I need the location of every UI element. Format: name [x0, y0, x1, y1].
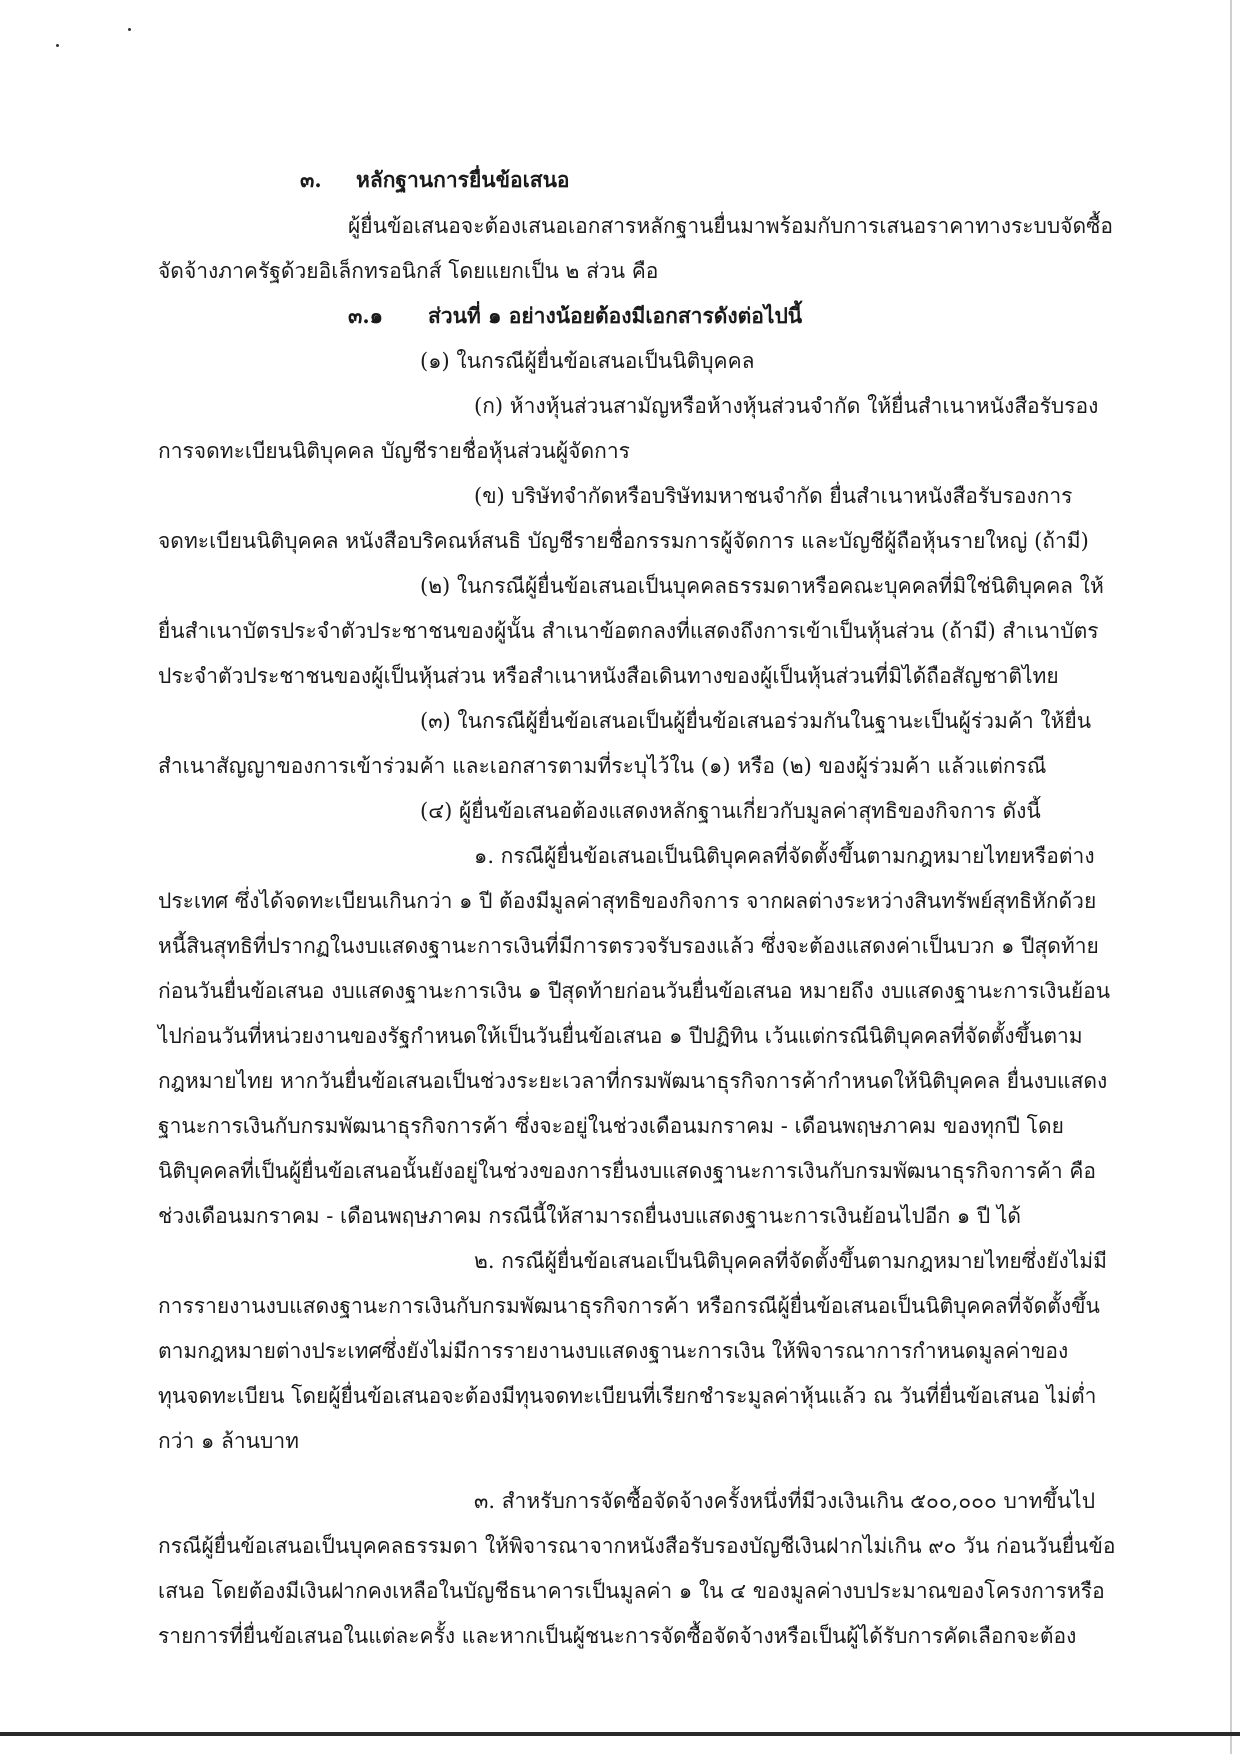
paragraph-line: รายการที่ยื่นข้อเสนอในแต่ละครั้ง และหากเป็นผู้ชนะการจัดซื้อจัดจ้างหรือเป็นผู้ได้รับการคัดเลือกจะต้อง — [158, 1624, 1077, 1648]
paragraph-line: การรายงานงบแสดงฐานะการเงินกับกรมพัฒนาธุรกิจการค้า หรือกรณีผู้ยื่นข้อเสนอเป็นนิติบุคคลที่จัดตั้งขึ้น — [158, 1294, 1100, 1318]
paragraph-line: นิติบุคคลที่เป็นผู้ยื่นข้อเสนอนั้นยังอยู่ในช่วงของการยื่นงบแสดงฐานะการเงินกับกรมพัฒนาธุรกิจการค้า คือ — [158, 1159, 1096, 1183]
paragraph-line: กฎหมายไทย หากวันยื่นข้อเสนอเป็นช่วงระยะเวลาที่กรมพัฒนาธุรกิจการค้ากำหนดให้นิติบุคคล ยื่นงบแสดง — [158, 1069, 1108, 1093]
paragraph-line: ประจำตัวประชาชนของผู้เป็นหุ้นส่วน หรือสำเนาหนังสือเดินทางของผู้เป็นหุ้นส่วนที่มิได้ถือสัญชาติไทย — [158, 664, 1059, 688]
list-item-line: (ข) บริษัทจำกัดหรือบริษัทมหาชนจำกัด ยื่นสำเนาหนังสือรับรองการ — [474, 484, 1073, 508]
scan-speck — [128, 28, 131, 31]
paragraph-line: ไปก่อนวันที่หน่วยงานของรัฐกำหนดให้เป็นวันยื่นข้อเสนอ ๑ ปีปฏิทิน เว้นแต่กรณีนิติบุคคลที่จัดตั้งขึ้นตาม — [158, 1024, 1083, 1048]
list-item-line: (๓) ในกรณีผู้ยื่นข้อเสนอเป็นผู้ยื่นข้อเสนอร่วมกันในฐานะเป็นผู้ร่วมค้า ให้ยื่น — [420, 709, 1092, 733]
list-item-line: (๔) ผู้ยื่นข้อเสนอต้องแสดงหลักฐานเกี่ยวกับมูลค่าสุทธิของกิจการ ดังนี้ — [420, 799, 1041, 823]
list-item-line: ๑. กรณีผู้ยื่นข้อเสนอเป็นนิติบุคคลที่จัดตั้งขึ้นตามกฎหมายไทยหรือต่าง — [474, 844, 1095, 868]
list-item-line: (ก) ห้างหุ้นส่วนสามัญหรือห้างหุ้นส่วนจำกัด ให้ยื่นสำเนาหนังสือรับรอง — [474, 394, 1099, 418]
paragraph-line: ประเทศ ซึ่งได้จดทะเบียนเกินกว่า ๑ ปี ต้องมีมูลค่าสุทธิของกิจการ จากผลต่างระหว่างสินทรัพย์สุทธิหักด้วย — [158, 889, 1097, 913]
subsection-title: ส่วนที่ ๑ อย่างน้อยต้องมีเอกสารดังต่อไปนี้ — [428, 303, 803, 328]
scan-edge-bottom — [0, 1732, 1240, 1736]
paragraph-line: ฐานะการเงินกับกรมพัฒนาธุรกิจการค้า ซึ่งจะอยู่ในช่วงเดือนมกราคม - เดือนพฤษภาคม ของทุกปี โดย — [158, 1114, 1064, 1138]
paragraph-line: หนี้สินสุทธิที่ปรากฏในงบแสดงฐานะการเงินที่มีการตรวจรับรองแล้ว ซึ่งจะต้องแสดงค่าเป็นบวก ๑ ปีสุดท้าย — [158, 934, 1099, 958]
section-title: หลักฐานการยื่นข้อเสนอ — [356, 167, 570, 192]
paragraph-line: ก่อนวันยื่นข้อเสนอ งบแสดงฐานะการเงิน ๑ ปีสุดท้ายก่อนวันยื่นข้อเสนอ หมายถึง งบแสดงฐานะการเงินย้อน — [158, 979, 1111, 1003]
scan-edge-right — [1230, 0, 1232, 1754]
paragraph-line: เสนอ โดยต้องมีเงินฝากคงเหลือในบัญชีธนาคารเป็นมูลค่า ๑ ใน ๔ ของมูลค่างบประมาณของโครงการหรือ — [158, 1579, 1105, 1603]
list-item-line: ๒. กรณีผู้ยื่นข้อเสนอเป็นนิติบุคคลที่จัดตั้งขึ้นตามกฎหมายไทยซึ่งยังไม่มี — [474, 1249, 1107, 1273]
paragraph-line: จัดจ้างภาครัฐด้วยอิเล็กทรอนิกส์ โดยแยกเป็น ๒ ส่วน คือ — [158, 259, 659, 283]
paragraph-line: ยื่นสำเนาบัตรประจำตัวประชาชนของผู้นั้น สำเนาข้อตกลงที่แสดงถึงการเข้าเป็นหุ้นส่วน (ถ้ามี) สำเนาบัตร — [158, 619, 1099, 643]
list-item-line: (๒) ในกรณีผู้ยื่นข้อเสนอเป็นบุคคลธรรมดาหรือคณะบุคคลที่มิใช่นิติบุคคล ให้ — [420, 574, 1104, 598]
paragraph-line: กว่า ๑ ล้านบาท — [158, 1429, 299, 1453]
list-item-line: (๑) ในกรณีผู้ยื่นข้อเสนอเป็นนิติบุคคล — [420, 349, 755, 373]
paragraph-line: ทุนจดทะเบียน โดยผู้ยื่นข้อเสนอจะต้องมีทุนจดทะเบียนที่เรียกชำระมูลค่าหุ้นแล้ว ณ วันที่ยื่นข้อเสนอ ไม่ต่ำ — [158, 1384, 1097, 1408]
paragraph-line: กรณีผู้ยื่นข้อเสนอเป็นบุคคลธรรมดา ให้พิจารณาจากหนังสือรับรองบัญชีเงินฝากไม่เกิน ๙๐ วัน ก่อนวันยื่นข้อ — [158, 1534, 1116, 1558]
subsection-number: ๓.๑ — [348, 303, 383, 328]
scan-speck — [56, 44, 59, 47]
paragraph-line: จดทะเบียนนิติบุคคล หนังสือบริคณห์สนธิ บัญชีรายชื่อกรรมการผู้จัดการ และบัญชีผู้ถือหุ้นรายใหญ่ (ถ้ามี) — [158, 529, 1089, 553]
paragraph-line: การจดทะเบียนนิติบุคคล บัญชีรายชื่อหุ้นส่วนผู้จัดการ — [158, 439, 630, 463]
paragraph-line: สำเนาสัญญาของการเข้าร่วมค้า และเอกสารตามที่ระบุไว้ใน (๑) หรือ (๒) ของผู้ร่วมค้า แล้วแต่กรณี — [158, 754, 1047, 778]
section-number: ๓. — [300, 167, 322, 192]
paragraph-line: ช่วงเดือนมกราคม - เดือนพฤษภาคม กรณีนี้ให้สามารถยื่นงบแสดงฐานะการเงินย้อนไปอีก ๑ ปี ได้ — [158, 1204, 1022, 1228]
paragraph-line: ตามกฎหมายต่างประเทศซึ่งยังไม่มีการรายงานงบแสดงฐานะการเงิน ให้พิจารณาการกำหนดมูลค่าของ — [158, 1339, 1069, 1363]
paragraph-line: ผู้ยื่นข้อเสนอจะต้องเสนอเอกสารหลักฐานยื่นมาพร้อมกับการเสนอราคาทางระบบจัดซื้อ — [348, 214, 1113, 238]
list-item-line: ๓. สำหรับการจัดซื้อจัดจ้างครั้งหนึ่งที่มีวงเงินเกิน ๕๐๐,๐๐๐ บาทขึ้นไป — [474, 1489, 1096, 1513]
